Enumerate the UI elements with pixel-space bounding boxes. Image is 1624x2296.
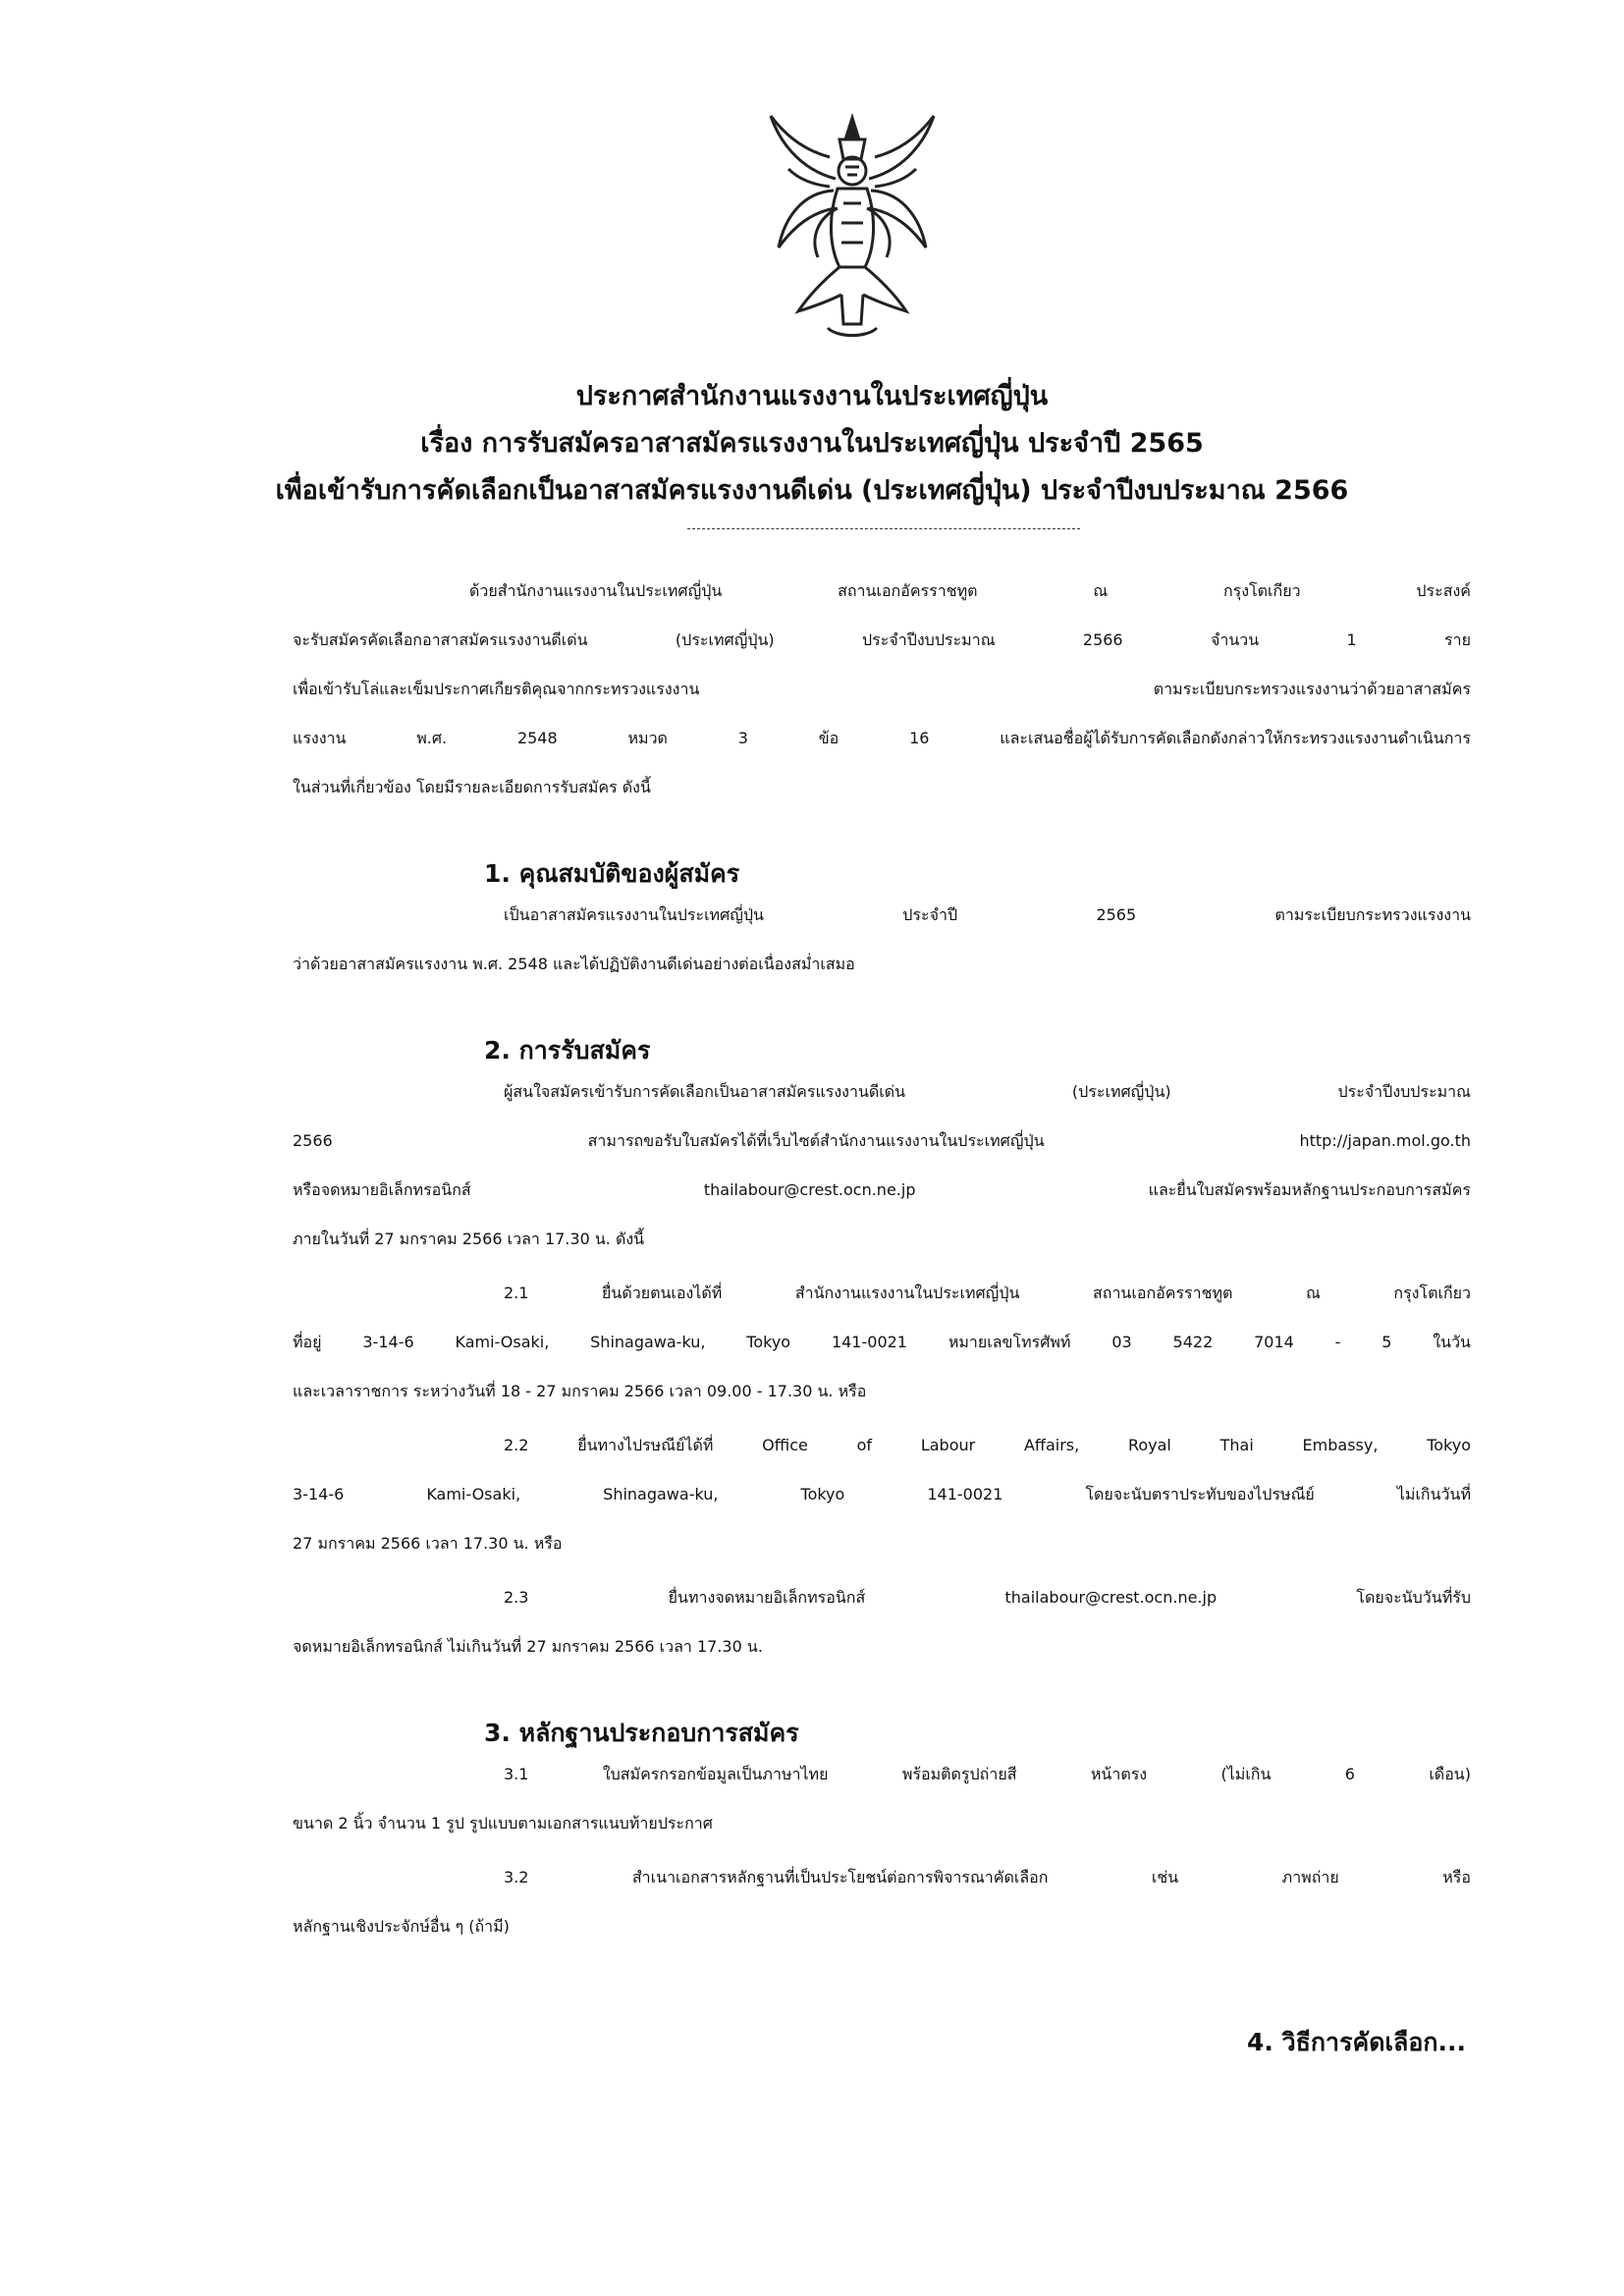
- announcement-purpose: เพื่อเข้ารับการคัดเลือกเป็นอาสาสมัครแรงงานดีเด่น (ประเทศญี่ปุ่น) ประจำปีงบประมาณ 2566: [275, 475, 1349, 506]
- section3-item2-line: 3.2 สำเนาเอกสารหลักฐานที่เป็นประโยชน์ต่อการพิจารณาคัดเลือก เช่น ภาพถ่าย หรือ: [504, 1868, 1471, 1886]
- section2-line: 2566 สามารถขอรับใบสมัครได้ที่เว็บไซต์สำนักงานแรงงานในประเทศญี่ปุ่น http://japan.mol.go.th: [293, 1131, 1471, 1150]
- announcement-title: ประกาศสำนักงานแรงงานในประเทศญี่ปุ่น: [575, 381, 1049, 411]
- section1-line: ว่าด้วยอาสาสมัครแรงงาน พ.ศ. 2548 และได้ปฏิบัติงานดีเด่นอย่างต่อเนื่องสม่ำเสมอ: [293, 955, 855, 973]
- announcement-subject: เรื่อง การรับสมัครอาสาสมัครแรงงานในประเทศญี่ปุ่น ประจำปี 2565: [420, 428, 1204, 459]
- section2-heading: 2. การรับสมัคร: [484, 1036, 651, 1065]
- section2-item1-line: ที่อยู่ 3-14-6 Kami-Osaki, Shinagawa-ku, Tokyo 141-0021 หมายเลขโทรศัพท์ 03 5422 7014 - 5 ในวัน: [293, 1333, 1471, 1351]
- intro-line: จะรับสมัครคัดเลือกอาสาสมัครแรงงานดีเด่น (ประเทศญี่ปุ่น) ประจำปีงบประมาณ 2566 จำนวน 1 ราย: [293, 630, 1471, 649]
- garuda-emblem-icon: [759, 110, 946, 346]
- section3-item1-line: 3.1 ใบสมัครกรอกข้อมูลเป็นภาษาไทย พร้อมติดรูปถ่ายสี หน้าตรง (ไม่เกิน 6 เดือน): [504, 1765, 1471, 1783]
- intro-line: เพื่อเข้ารับโล่และเข็มประกาศเกียรติคุณจากกระทรวงแรงงาน ตามระเบียบกระทรวงแรงงานว่าด้วยอาสาสมัคร: [293, 680, 1471, 698]
- section2-item1-line: 2.1 ยื่นด้วยตนเองได้ที่ สำนักงานแรงงานในประเทศญี่ปุ่น สถานเอกอัครราชทูต ณ กรุงโตเกียว: [504, 1284, 1471, 1302]
- intro-line: แรงงาน พ.ศ. 2548 หมวด 3 ข้อ 16 และเสนอชื่อผู้ได้รับการคัดเลือกดังกล่าวให้กระทรวงแรงงานดำเนินการ: [293, 729, 1471, 747]
- section1-heading: 1. คุณสมบัติของผู้สมัคร: [484, 859, 740, 888]
- section2-line: ผู้สนใจสมัครเข้ารับการคัดเลือกเป็นอาสาสมัครแรงงานดีเด่น (ประเทศญี่ปุ่น) ประจำปีงบประมาณ: [504, 1082, 1471, 1101]
- section1-line: เป็นอาสาสมัครแรงงานในประเทศญี่ปุ่น ประจำปี 2565 ตามระเบียบกระทรวงแรงงาน: [504, 905, 1471, 924]
- section3-item1-line: ขนาด 2 นิ้ว จำนวน 1 รูป รูปแบบตามเอกสารแนบท้ายประกาศ: [293, 1814, 713, 1832]
- section2-item1-line: และเวลาราชการ ระหว่างวันที่ 18 - 27 มกราคม 2566 เวลา 09.00 - 17.30 น. หรือ: [293, 1382, 867, 1400]
- intro-line: ในส่วนที่เกี่ยวข้อง โดยมีรายละเอียดการรับสมัคร ดังนี้: [293, 778, 651, 796]
- section3-heading: 3. หลักฐานประกอบการสมัคร: [484, 1719, 799, 1747]
- section2-item2-line: 2.2 ยื่นทางไปรษณีย์ได้ที่ Office of Labour Affairs, Royal Thai Embassy, Tokyo: [504, 1436, 1471, 1454]
- title-divider: [687, 528, 1080, 529]
- section2-item2-line: 27 มกราคม 2566 เวลา 17.30 น. หรือ: [293, 1534, 563, 1553]
- intro-line: ด้วยสำนักงานแรงงานในประเทศญี่ปุ่น สถานเอกอัครราชทูต ณ กรุงโตเกียว ประสงค์: [469, 581, 1471, 600]
- section2-item2-line: 3-14-6 Kami-Osaki, Shinagawa-ku, Tokyo 141-0021 โดยจะนับตราประทับของไปรษณีย์ ไม่เกินวันที่: [293, 1485, 1471, 1503]
- section2-item3-line: 2.3 ยื่นทางจดหมายอิเล็กทรอนิกส์ thailabour@crest.ocn.ne.jp โดยจะนับวันที่รับ: [504, 1588, 1471, 1607]
- page-continuation: 4. วิธีการคัดเลือก...: [1247, 2028, 1466, 2056]
- section2-line: หรือจดหมายอิเล็กทรอนิกส์ thailabour@crest.ocn.ne.jp และยื่นใบสมัครพร้อมหลักฐานประกอบการสมัคร: [293, 1180, 1471, 1199]
- section2-line: ภายในวันที่ 27 มกราคม 2566 เวลา 17.30 น. ดังนี้: [293, 1230, 645, 1248]
- section3-item2-line: หลักฐานเชิงประจักษ์อื่น ๆ (ถ้ามี): [293, 1917, 510, 1936]
- section2-item3-line: จดหมายอิเล็กทรอนิกส์ ไม่เกินวันที่ 27 มกราคม 2566 เวลา 17.30 น.: [293, 1637, 763, 1656]
